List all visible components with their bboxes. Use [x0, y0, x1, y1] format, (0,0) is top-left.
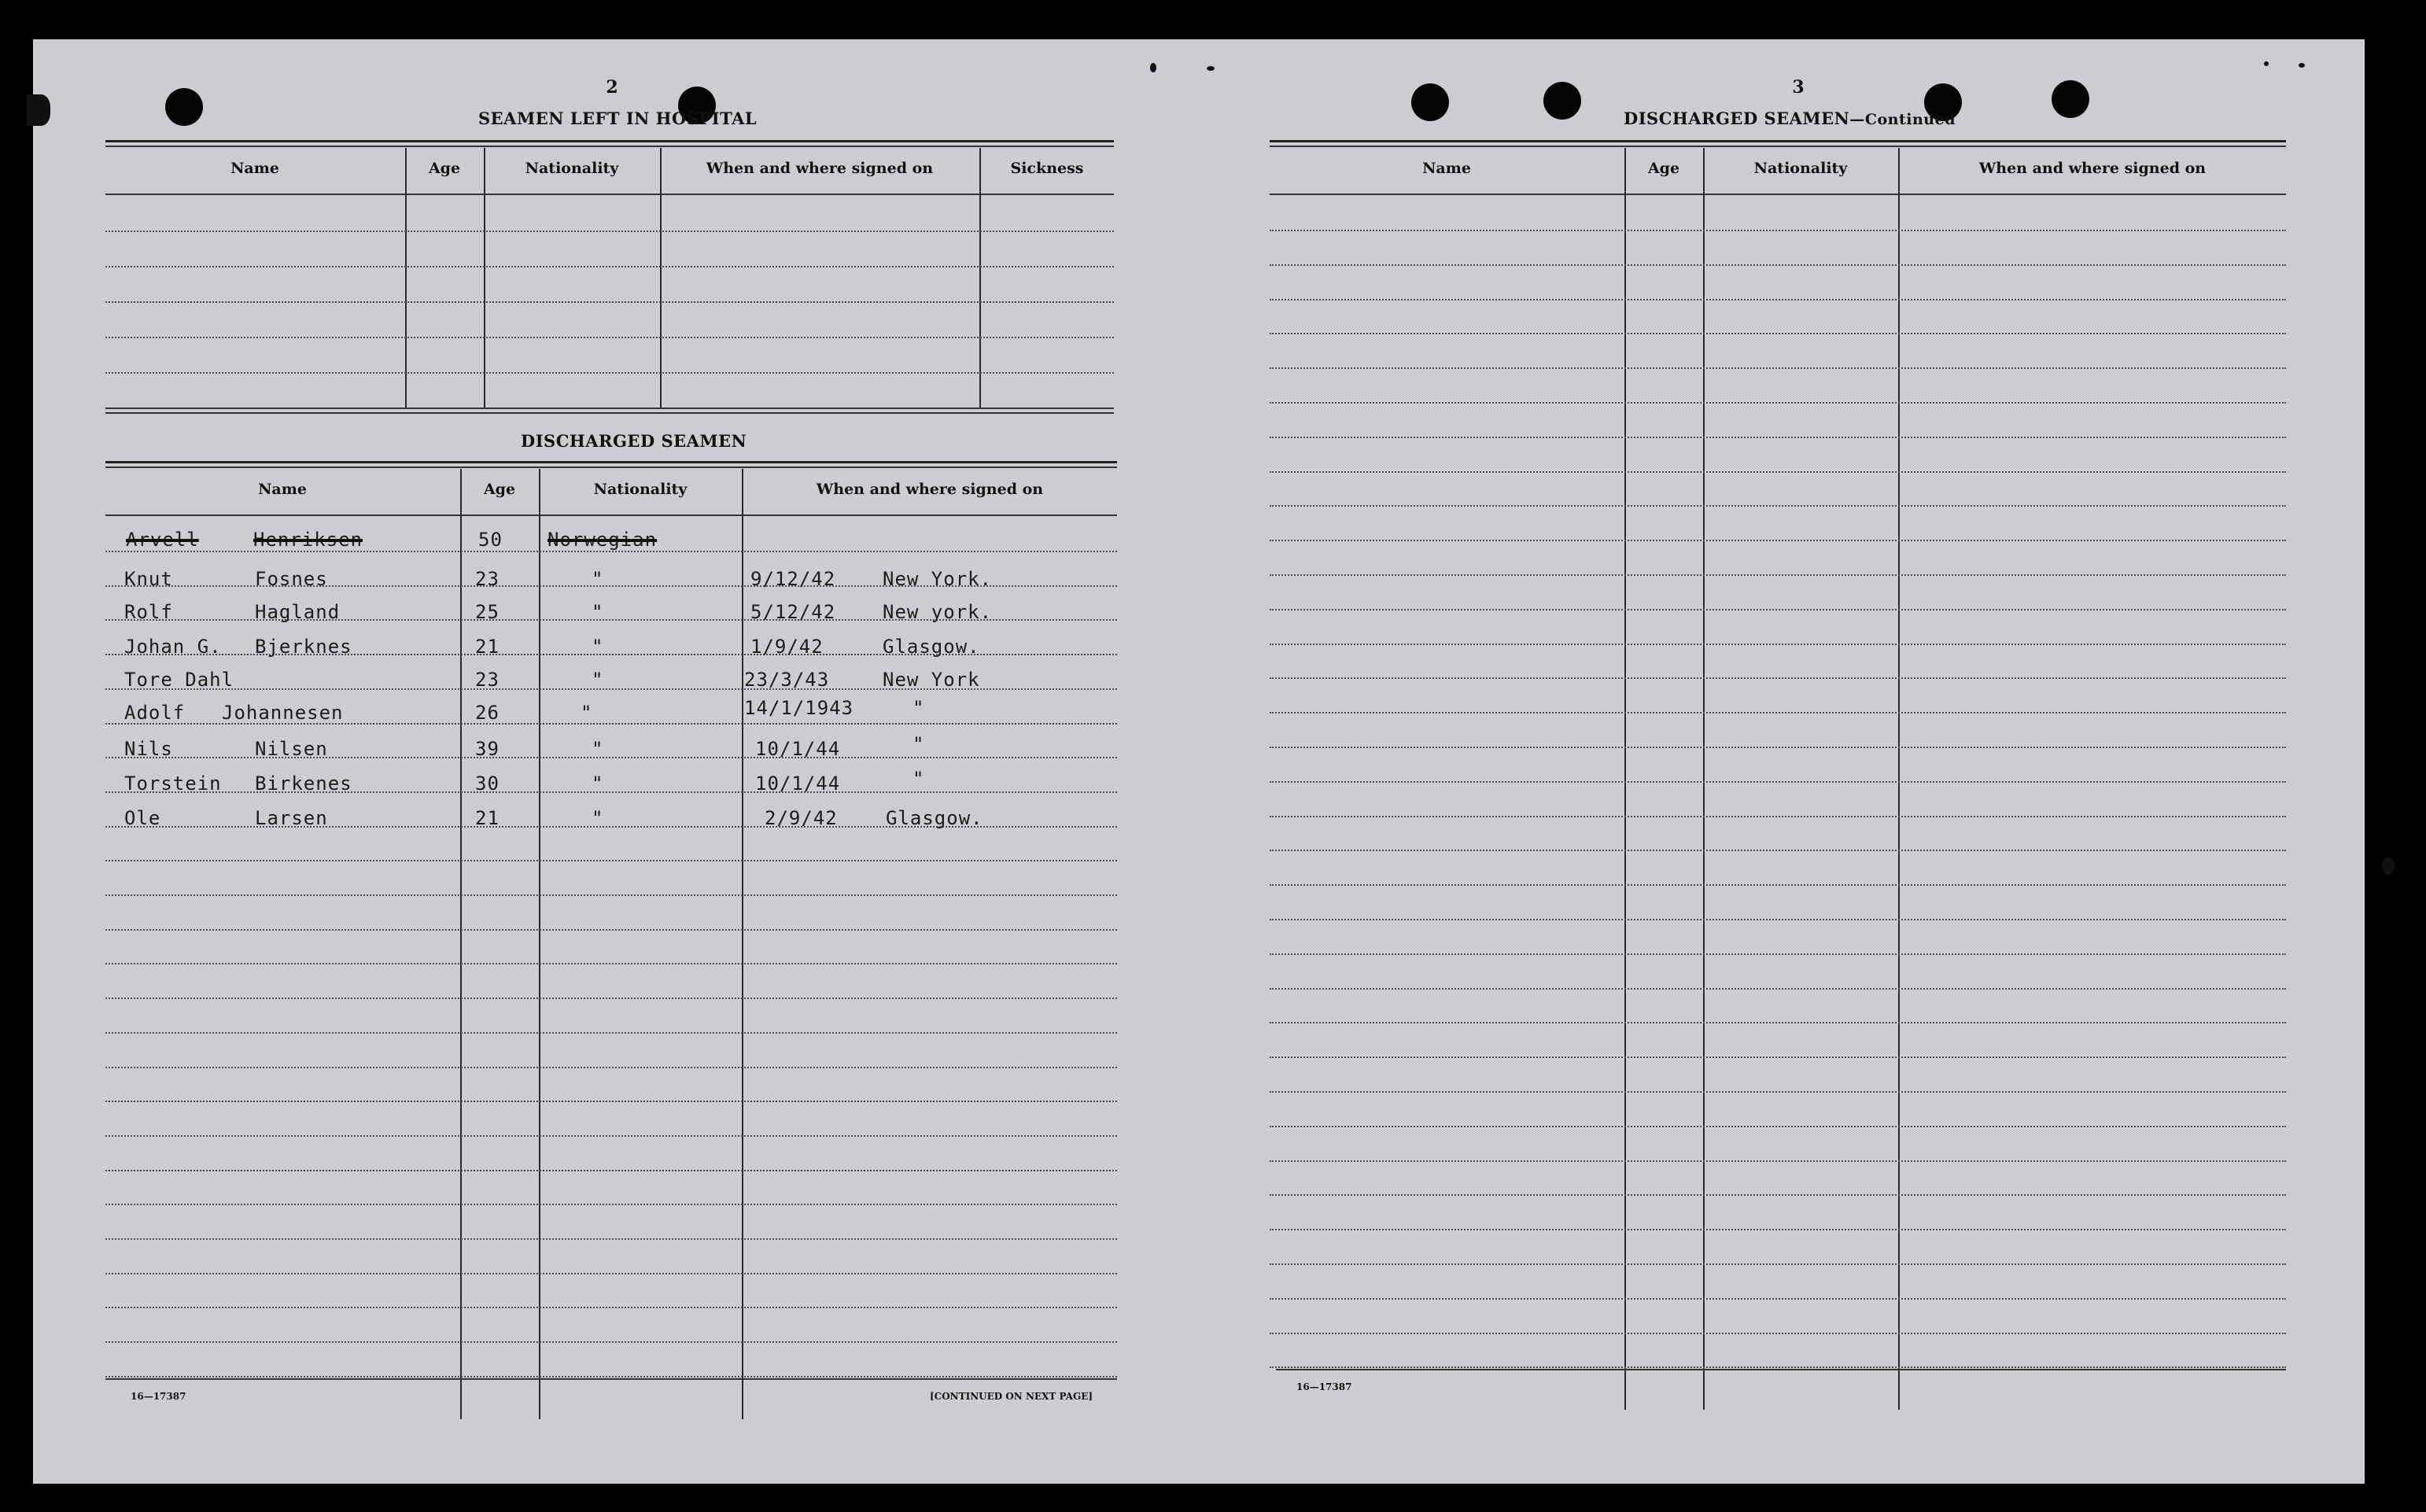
- hospital-row-line: [105, 266, 1114, 267]
- entry-last-name: Bjerknes: [255, 636, 352, 658]
- hospital-bottom-rule: [105, 408, 1114, 409]
- entry-date: 9/12/42: [750, 568, 836, 590]
- scan-speck: [2264, 61, 2269, 66]
- entry-date: 5/12/42: [750, 601, 836, 623]
- ruled-line: [105, 998, 1117, 999]
- punch-hole: [1543, 82, 1581, 120]
- entry-first-name: Adolf: [124, 702, 186, 724]
- ruled-line: [1270, 644, 2286, 645]
- ruled-line: [1270, 712, 2286, 714]
- entry-age: 25: [475, 601, 500, 623]
- entry-last-name: Henriksen: [253, 529, 363, 551]
- discharged-bottom-rule: [105, 1378, 1117, 1380]
- punch-hole: [2052, 80, 2089, 118]
- entry-first-name: Ole: [124, 807, 161, 829]
- entry-first-name: Rolf: [124, 601, 173, 623]
- discharged-col-nationality: Nationality: [593, 481, 688, 498]
- entry-place: New York: [883, 669, 980, 691]
- hospital-row-line: [105, 337, 1114, 338]
- discharged-top-rule: [105, 461, 1117, 463]
- ruled-line: [105, 1307, 1117, 1308]
- ruled-line: [1270, 230, 2286, 231]
- ruled-line: [1270, 1298, 2286, 1300]
- ruled-line: [1270, 367, 2286, 369]
- entry-first-name: Arvell: [126, 529, 199, 551]
- entry-age: 50: [478, 529, 503, 551]
- ruled-line: [105, 963, 1117, 964]
- hospital-col-divider: [484, 148, 485, 409]
- discharged-top-rule-2: [105, 467, 1117, 468]
- entry-age: 23: [475, 669, 500, 691]
- entry-nationality: ": [592, 807, 604, 829]
- right-col-signed-on: When and where signed on: [1978, 160, 2207, 177]
- scan-speck: [27, 94, 50, 126]
- discharged-col-age: Age: [483, 481, 516, 498]
- ruled-line: [1270, 333, 2286, 334]
- ruled-line: [1270, 1160, 2286, 1162]
- entry-first-name: Tore Dahl: [124, 669, 234, 691]
- ruled-line: [1270, 1091, 2286, 1093]
- ruled-line: [105, 551, 1117, 552]
- ruled-line: [1270, 505, 2286, 507]
- ruled-line: [1270, 919, 2286, 920]
- ruled-line: [1270, 1022, 2286, 1023]
- entry-nationality: ": [592, 601, 604, 623]
- ruled-line: [1270, 677, 2286, 679]
- entry-last-name: Birkenes: [255, 773, 352, 795]
- discharged-col-name: Name: [258, 481, 307, 498]
- punch-hole: [1411, 83, 1449, 121]
- entry-first-name: Torstein: [124, 773, 222, 795]
- ruled-line: [105, 860, 1117, 861]
- ruled-line: [1270, 471, 2286, 473]
- hospital-bottom-rule-2: [105, 412, 1114, 414]
- ruled-line: [1270, 850, 2286, 851]
- right-section-title: [1624, 109, 1956, 128]
- entry-last-name: Nilsen: [255, 738, 328, 760]
- entry-nationality: ": [592, 773, 604, 795]
- hospital-col-divider: [660, 148, 662, 409]
- scan-speck: [2382, 857, 2395, 875]
- entry-age: 21: [475, 636, 500, 658]
- hospital-col-age: Age: [428, 160, 461, 177]
- scan-speck: [1150, 63, 1156, 72]
- ruled-line: [1270, 747, 2286, 748]
- discharged-col-divider: [460, 469, 462, 1419]
- entry-last-name: Johannesen: [222, 702, 344, 724]
- hospital-section-title: SEAMEN LEFT IN HOSPITAL: [478, 109, 758, 128]
- entry-last-name: Larsen: [255, 807, 328, 829]
- continued-note: [CONTINUED ON NEXT PAGE]: [930, 1391, 1093, 1402]
- entry-date: 23/3/43: [744, 669, 830, 691]
- ruled-line: [1270, 1057, 2286, 1058]
- ruled-line: [1270, 1126, 2286, 1127]
- entry-date: 14/1/1943: [744, 697, 854, 719]
- entry-age: 21: [475, 807, 500, 829]
- hospital-row-line: [105, 230, 1114, 232]
- right-top-rule: [1270, 140, 2286, 142]
- entry-place: ": [913, 697, 925, 719]
- ruled-line: [105, 1238, 1117, 1240]
- hospital-row-line: [105, 372, 1114, 374]
- entry-place: New york.: [883, 601, 993, 623]
- ruled-line: [1270, 1366, 2286, 1368]
- ruled-line: [1270, 1263, 2286, 1265]
- ruled-line: [105, 1170, 1117, 1171]
- entry-date: 10/1/44: [755, 738, 841, 760]
- right-col-age: Age: [1647, 160, 1680, 177]
- form-number-left: 16—17387: [131, 1391, 186, 1402]
- right-header-rule: [1270, 194, 2286, 195]
- ruled-line: [1270, 1194, 2286, 1196]
- ruled-line: [1270, 574, 2286, 576]
- ruled-line: [105, 1032, 1117, 1034]
- discharged-col-divider: [742, 469, 743, 1419]
- ruled-line: [1270, 540, 2286, 541]
- hospital-col-sickness: Sickness: [1010, 160, 1084, 177]
- discharged-header-rule: [105, 514, 1117, 516]
- entry-nationality: ": [592, 738, 604, 760]
- right-col-nationality: Nationality: [1753, 160, 1848, 177]
- entry-first-name: Nils: [124, 738, 173, 760]
- right-top-rule-2: [1270, 146, 2286, 147]
- hospital-col-signed-on: When and where signed on: [706, 160, 934, 177]
- ruled-line: [1270, 402, 2286, 404]
- ruled-line: [1270, 437, 2286, 438]
- ruled-line: [105, 894, 1117, 896]
- entry-nationality: ": [592, 669, 604, 691]
- entry-place: ": [913, 733, 925, 755]
- entry-date: 10/1/44: [755, 773, 841, 795]
- right-bottom-rule: [1276, 1369, 2286, 1370]
- ruled-line: [105, 1273, 1117, 1274]
- entry-place: Glasgow.: [886, 807, 983, 829]
- ruled-line: [1270, 264, 2286, 266]
- form-number-right: 16—17387: [1296, 1381, 1352, 1392]
- ruled-line: [1270, 988, 2286, 990]
- entry-place: ": [913, 768, 925, 790]
- right-col-divider: [1703, 148, 1705, 1410]
- entry-nationality: ": [592, 568, 604, 590]
- entry-nationality: Norwegian: [548, 529, 658, 551]
- entry-place: New York.: [883, 568, 993, 590]
- ruled-line: [105, 1101, 1117, 1102]
- ruled-line: [105, 1067, 1117, 1068]
- hospital-col-divider: [405, 148, 407, 409]
- entry-first-name: Johan G.: [124, 636, 222, 658]
- entry-place: Glasgow.: [883, 636, 980, 658]
- ruled-line: [1270, 816, 2286, 817]
- hospital-col-name: Name: [230, 160, 279, 177]
- entry-last-name: Fosnes: [255, 568, 328, 590]
- hospital-col-nationality: Nationality: [525, 160, 619, 177]
- ruled-line: [1270, 884, 2286, 886]
- hospital-top-rule-2: [105, 146, 1114, 147]
- hospital-top-rule: [105, 140, 1114, 142]
- entry-age: 26: [475, 702, 500, 724]
- ruled-line: [1270, 609, 2286, 610]
- ruled-line: [105, 1204, 1117, 1205]
- page-number-left: 2: [606, 77, 618, 98]
- discharged-col-divider: [539, 469, 540, 1419]
- entry-age: 39: [475, 738, 500, 760]
- document-sheet: [33, 39, 2365, 1484]
- entry-age: 23: [475, 568, 500, 590]
- scan-speck: [2299, 63, 2305, 68]
- punch-hole: [165, 88, 203, 126]
- entry-date: 1/9/42: [750, 636, 824, 658]
- right-title-suffix: —Continued: [1849, 111, 1956, 128]
- hospital-header-rule: [105, 194, 1114, 195]
- ruled-line: [1270, 1333, 2286, 1334]
- ruled-line: [105, 1135, 1117, 1137]
- discharged-section-title: DISCHARGED SEAMEN: [521, 431, 747, 451]
- ruled-line: [105, 929, 1117, 931]
- entry-first-name: Knut: [124, 568, 173, 590]
- ruled-line: [1270, 781, 2286, 783]
- entry-nationality: ": [581, 702, 593, 724]
- page-number-right: 3: [1792, 77, 1805, 98]
- ruled-line: [1270, 299, 2286, 301]
- entry-nationality: ": [592, 636, 604, 658]
- right-title-main: DISCHARGED SEAMEN: [1624, 109, 1850, 128]
- entry-date: 2/9/42: [765, 807, 838, 829]
- hospital-col-divider: [979, 148, 981, 409]
- scan-speck: [1207, 66, 1215, 71]
- discharged-col-signed-on: When and where signed on: [816, 481, 1044, 498]
- right-col-divider: [1898, 148, 1900, 1410]
- entry-age: 30: [475, 773, 500, 795]
- hospital-row-line: [105, 301, 1114, 303]
- ruled-line: [105, 1341, 1117, 1343]
- ruled-line: [1270, 1229, 2286, 1230]
- ruled-line: [105, 1376, 1117, 1377]
- entry-last-name: Hagland: [255, 601, 341, 623]
- right-col-name: Name: [1422, 160, 1471, 177]
- right-col-divider: [1624, 148, 1626, 1410]
- ruled-line: [1270, 953, 2286, 955]
